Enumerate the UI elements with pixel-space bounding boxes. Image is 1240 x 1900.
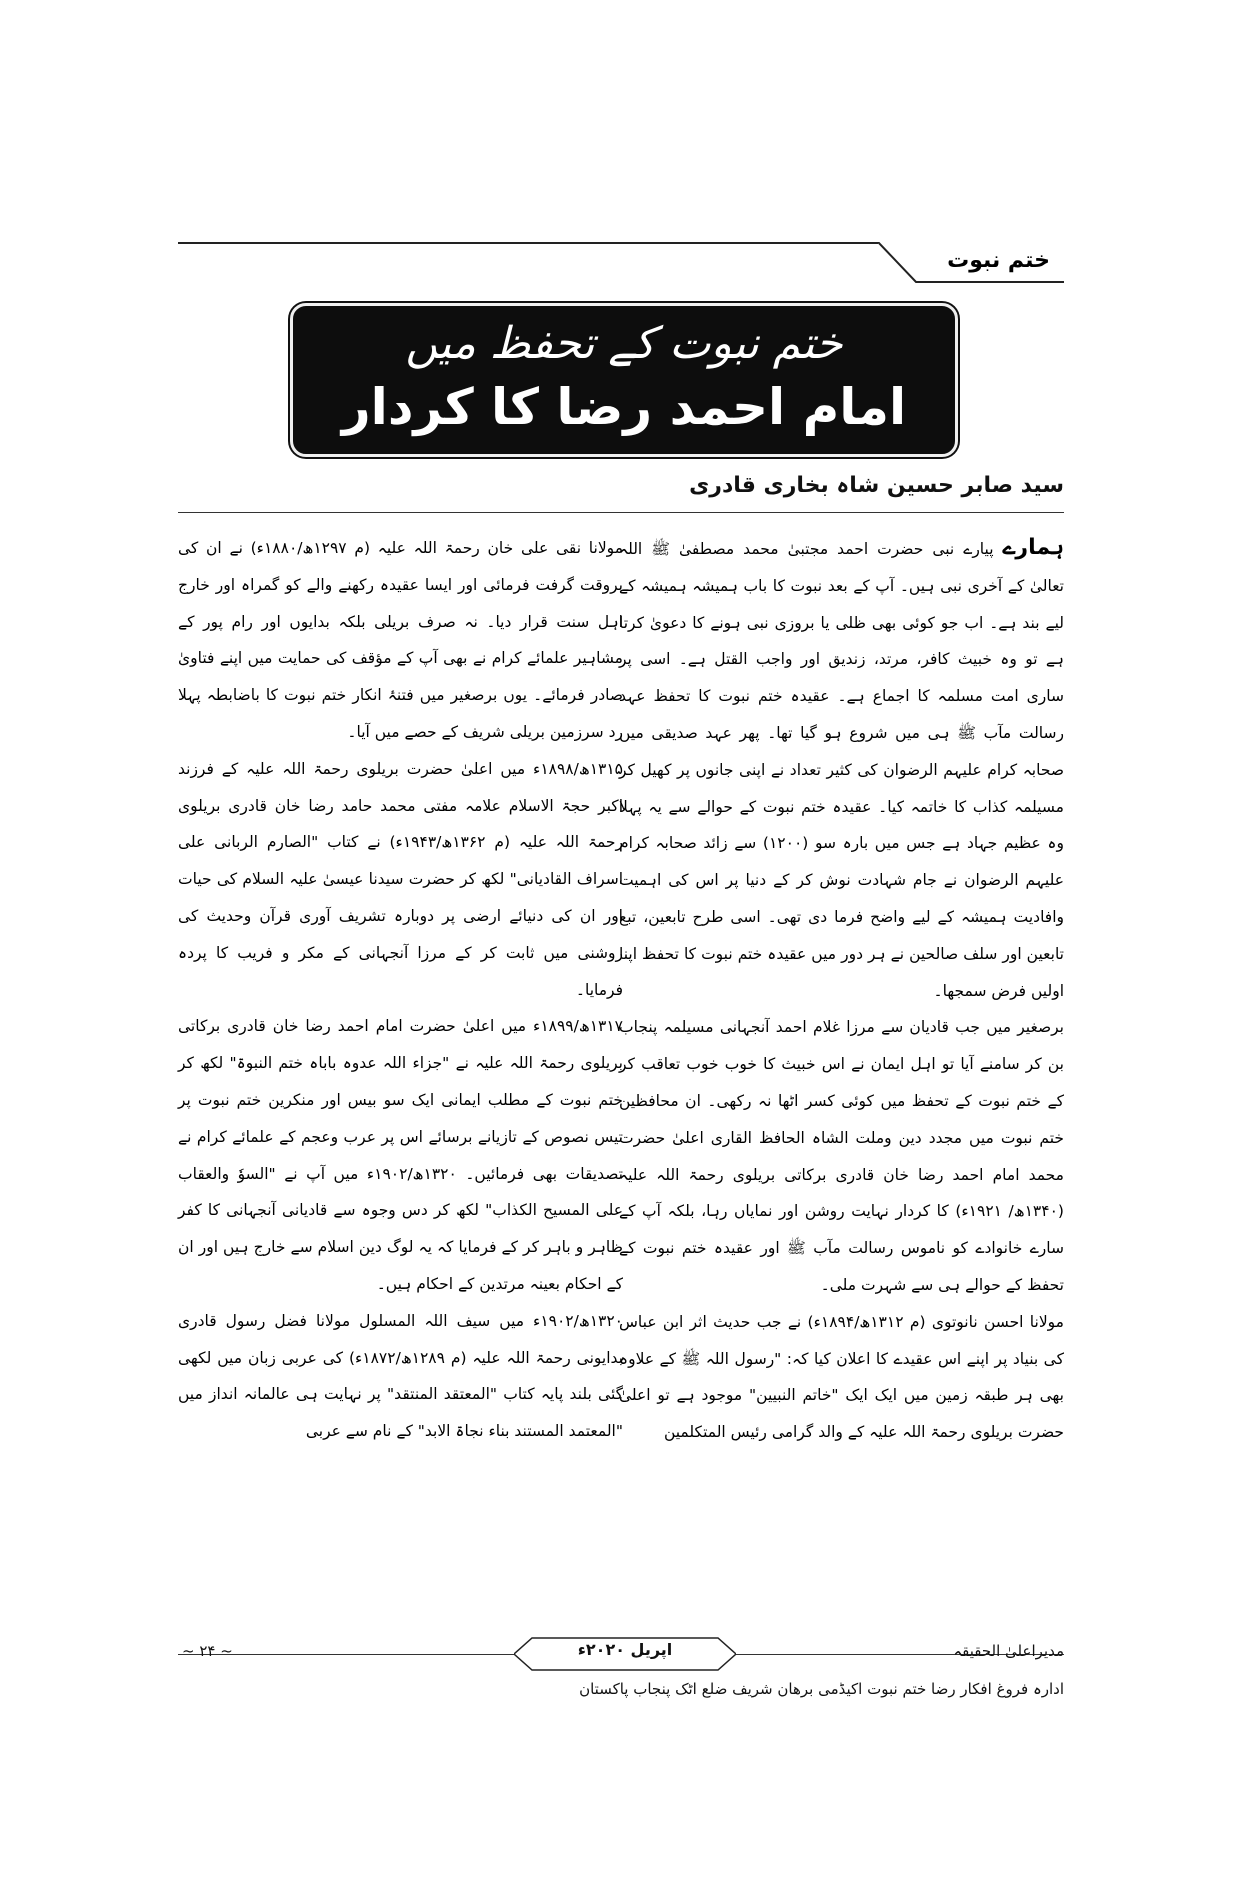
section-label: ختم نبوت — [947, 248, 1050, 273]
footer-date-box — [514, 1636, 736, 1672]
footer-publisher: ادارہ فروغ افکار رضا ختم نبوت اکیڈمی برھان شریف ضلع اٹک پنجاب پاکستان — [579, 1680, 1064, 1698]
author-byline: سید صابر حسین شاہ بخاری قادری — [689, 473, 1064, 498]
paragraph: مولانا نقی علی خان رحمۃ اللہ علیہ (م ۱۲۹۷ھ/۱۸۸۰ء) نے ان کی بروقت گرفت فرمائی اور ایسا عقیدہ رکھنے والے کو گمراہ اور خارج اہل سنت قرار دیا۔ نہ صرف بریلی بلکہ بدایوں اور رام پور کے مشاہیر علمائے کرام نے بھی آپ کے مؤقف کی حمایت میں اپنے فتاویٰ صادر فرمائے۔ یوں برصغیر میں فتنۂ انکار ختم نبوت کا باضابطہ پہلا رد سرزمین بریلی شریف کے حصے میں آیا۔ — [178, 539, 623, 741]
paragraph — [619, 530, 1064, 1009]
header-rule — [178, 242, 878, 244]
title-line-1: ختم نبوت کے تحفظ میں — [405, 318, 843, 369]
paragraph: برصغیر میں جب قادیان سے مرزا غلام احمد آنجہانی مسیلمہ پنجاب بن کر سامنے آیا تو اہل ایمان نے اس خبیث کا خوب خوب تعاقب کر کے ختم نبوت کے تحفظ میں کوئی کسر اٹھا نہ رکھی۔ ان محافظین ختم نبوت میں مجدد دین وملت الشاہ الحافظ القاری اعلیٰ حضرت محمد امام احمد رضا خان قادری برکاتی بریلوی رحمۃ اللہ علیہ (۱۳۴۰ھ/ ۱۹۲۱ء) کا کردار نہایت روشن اور نمایاں رہا، بلکہ آپ کے سارے خانوادے کو ناموس رسالت مآب ﷺ اور عقیدہ ختم نبوت کے تحفظ کے حوالے ہی سے شہرت ملی۔ — [619, 1018, 1064, 1294]
paragraph: ۱۳۱۵ھ/۱۸۹۸ء میں اعلیٰ حضرت بریلوی رحمۃ اللہ علیہ کے فرزند اکبر حجۃ الاسلام علامہ مفتی محمد حامد رضا خان قادری بریلوی رحمۃ اللہ علیہ (م ۱۳۶۲ھ/۱۹۴۳ء) نے کتاب "الصارم الربانی علی اسراف القادیانی" لکھ کر حضرت سیدنا عیسیٰ علیہ السلام کی حیات اور ان کی دنیائے ارضی پر دوبارہ تشریف آوری قرآن وحدیث کی روشنی میں ثابت کر کے مرزا آنجہانی کے مکر و فریب کا پردہ فرمایا۔ — [178, 759, 623, 999]
section-tab — [878, 242, 1064, 286]
title-line-2: امام احمد رضا کا کردار — [341, 378, 907, 436]
paragraph: مولانا احسن نانوتوی (م ۱۳۱۲ھ/۱۸۹۴ء) نے جب حدیث اثر ابن عباس کی بنیاد پر اپنے اس عقیدے کا اعلان کیا کہ: "رسول اللہ ﷺ کے علاوہ بھی ہر طبقہ زمین میں ایک ایک "خاتم النبیین" موجود ہے تو اعلیٰ حضرت بریلوی رحمۃ اللہ علیہ کے والد گرامی رئیس المتکلمین — [619, 1312, 1064, 1442]
issue-date: اپریل ۲۰۲۰ء — [577, 1640, 673, 1659]
footer-editor: مدیراعلیٰ الحقیقہ — [953, 1642, 1064, 1660]
paragraph: ۱۳۲۰ھ/۱۹۰۲ء میں سیف اللہ المسلول مولانا فضل رسول قادری بدایونی رحمۃ اللہ علیہ (م ۱۲۸۹ھ/۱۸۷۲ء) کی عربی زبان میں لکھی گئی بلند پایہ کتاب "المعتقد المنتقد" پر نہایت ہی عالمانہ انداز میں "المعتمد المستند بناء نجاۃ الابد" کے نام سے عربی — [178, 1311, 623, 1441]
paragraph: ۱۳۱۷ھ/۱۸۹۹ء میں اعلیٰ حضرت امام احمد رضا خان قادری برکاتی بریلوی رحمۃ اللہ علیہ نے "جزاء اللہ عدوہ باباہ ختم النبوۃ" لکھ کر ختم نبوت کے مطلب ایمانی ایک سو بیس اور منکرین ختم نبوت پر تیس نصوص کے تازیانے برسائے اس پر عرب وعجم کے علمائے کرام نے تصدیقات بھی فرمائیں۔ ۱۳۲۰ھ/۱۹۰۲ء میں آپ نے "السوٗ والعقاب علی المسیح الکذاب" لکھ کر دس وجوہ سے قادیانی آنجہانی کا کفر ظاہر و باہر کر کے فرمایا کہ یہ لوگ دین اسلام سے خارج ہیں اور ان کے احکام بعینہ مرتدین کے احکام ہیں۔ — [178, 1017, 623, 1293]
page-number: ~ ۲۴ ~ — [182, 1642, 233, 1660]
title-banner — [290, 303, 958, 457]
author-rule — [178, 512, 1064, 513]
article-column-left — [178, 530, 623, 1900]
paragraph-text: پیارے نبی حضرت احمد مجتبیٰ محمد مصطفیٰ ﷺ اللہ تعالیٰ کے آخری نبی ہیں۔ آپ کے بعد نبوت کا باب ہمیشہ ہمیشہ کے لیے بند ہے۔ اب جو کوئی بھی ظلی یا بروزی نبی ہونے کا دعویٰ کرتا ہے تو وہ خبیث کافر، مرتد، زندیق اور واجب القتل ہے۔ اسی پر ساری امت مسلمہ کا اجماع ہے۔ عقیدہ ختم نبوت کا تحفظ عہد رسالت مآب ﷺ ہی میں شروع ہو گیا تھا۔ پھر عہد صدیقی میں صحابہ کرام علیہم الرضوان کی کثیر تعداد نے اپنی جانوں پر کھیل کر مسیلمہ کذاب کا خاتمہ کیا۔ عقیدہ ختم نبوت کے حوالے سے یہ پہلا وہ عظیم جہاد ہے جس میں بارہ سو (۱۲۰۰) سے زائد صحابہ کرام علیہم الرضوان نے جام شہادت نوش کر کے دنیا پر اس کی اہمیت وافادیت ہمیشہ کے لیے واضح فرما دی تھی۔ اسی طرح تابعین، تبع تابعین اور سلف صالحین نے ہر دور میں عقیدہ ختم نبوت کا تحفظ اپنا اولیں فرض سمجھا۔ — [619, 540, 1064, 1000]
lead-word: ہمارے — [1002, 535, 1064, 560]
